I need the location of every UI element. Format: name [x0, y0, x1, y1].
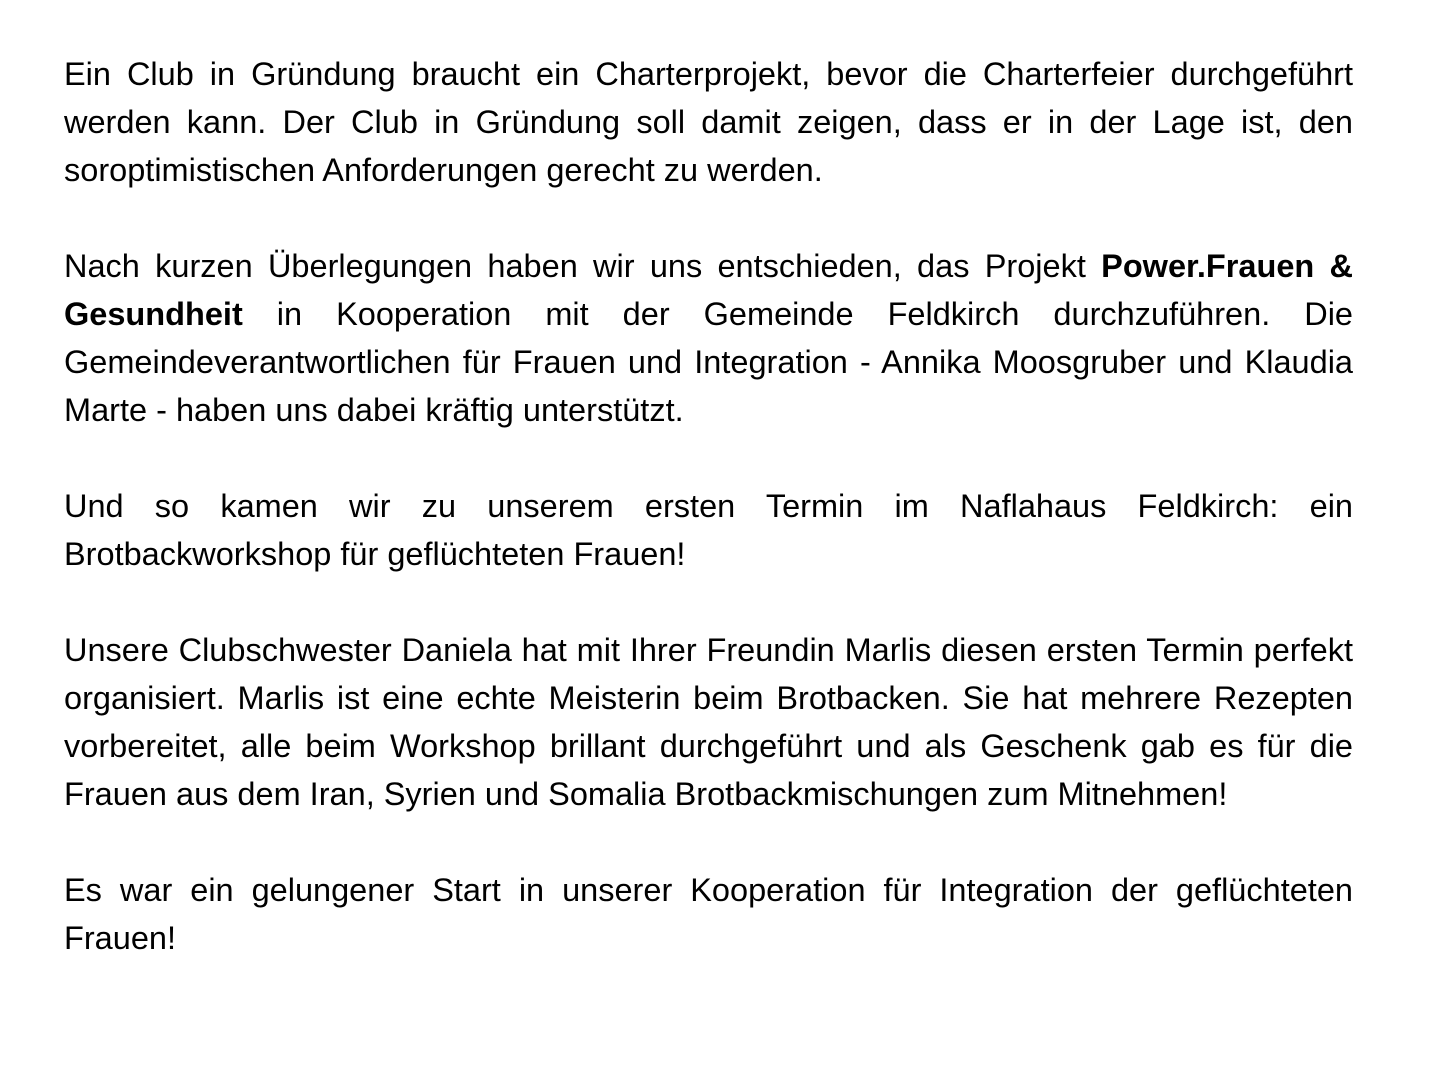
- paragraph-charterprojekt: Ein Club in Gründung braucht ein Charterprojekt, bevor die Charterfeier durchgeführt werden kann. Der Club in Gründung soll damit zeigen, dass er in der Lage ist, den soroptimistischen Anforderungen gerecht zu werden.: [64, 56, 1353, 188]
- document-body: [64, 50, 1353, 962]
- paragraph-erster-termin: Und so kamen wir zu unserem ersten Termin im Naflahaus Feldkirch: ein Brotbackworkshop für geflüchteten Frauen!: [64, 488, 1353, 572]
- paragraph-organisation: Unsere Clubschwester Daniela hat mit Ihrer Freundin Marlis diesen ersten Termin perfekt organisiert. Marlis ist eine echte Meisterin beim Brotbacken. Sie hat mehrere Rezepten vorbereitet, alle beim Workshop brillant durchgeführt und als Geschenk gab es für die Frauen aus dem Iran, Syrien und Somalia Brotbackmischungen zum Mitnehmen!: [64, 632, 1353, 812]
- paragraph-abschluss: Es war ein gelungener Start in unserer Kooperation für Integration der geflüchteten Frauen!: [64, 872, 1353, 956]
- paragraph-text-after: in Kooperation mit der Gemeinde Feldkirch durchzuführen. Die Gemeindeverantwortlichen für Frauen und Integration - Annika Moosgruber und Klaudia Marte - haben uns dabei kräftig unterstützt.: [64, 296, 1353, 428]
- paragraph-projekt-entscheidung: [64, 242, 1353, 434]
- project-name-bold: Power.Frauen & Gesundheit: [64, 248, 1353, 332]
- paragraph-text-before: Nach kurzen Überlegungen haben wir uns entschieden, das Projekt: [64, 248, 1102, 284]
